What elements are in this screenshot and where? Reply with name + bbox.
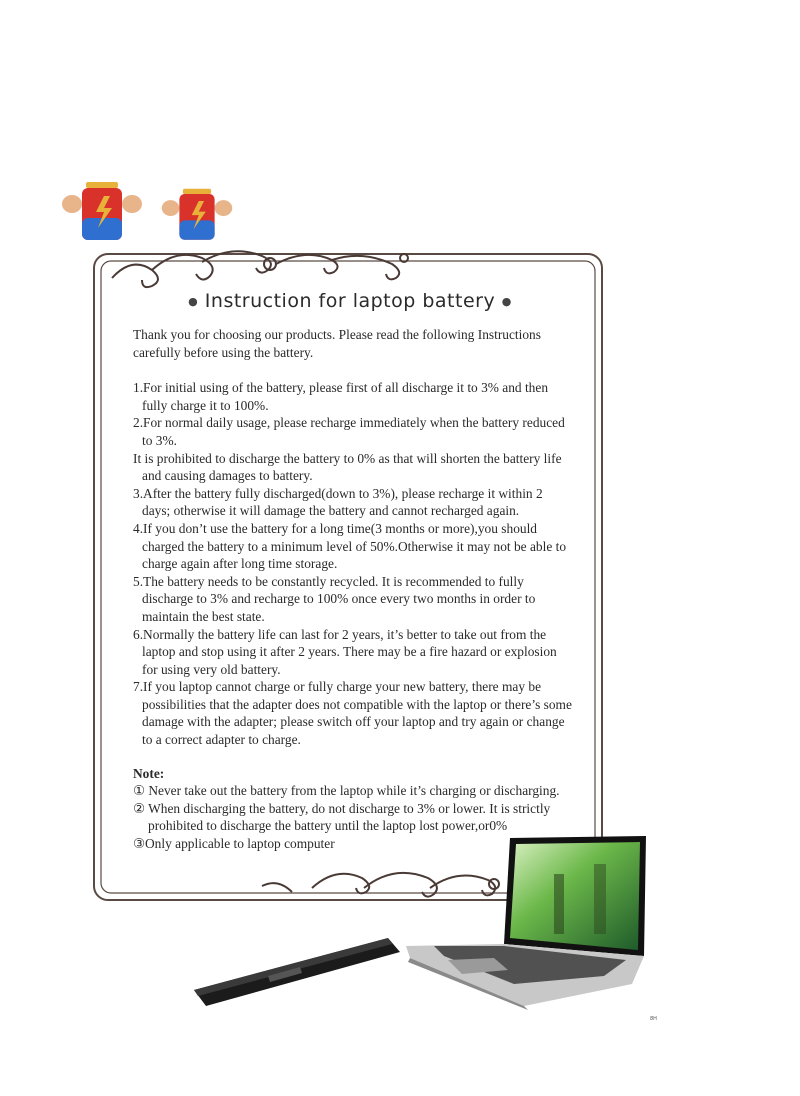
top-scroll-ornament <box>112 251 408 287</box>
instruction-item: 1.For initial using of the battery, please first of all discharge it to 3% and then fully charge it to 100%. <box>133 380 549 413</box>
instruction-item: 2.For normal daily usage, please recharge immediately when the battery reduced to 3%. <box>133 415 565 448</box>
title-text: Instruction for laptop battery <box>204 290 496 312</box>
instruction-body <box>133 326 573 853</box>
note-heading: Note: <box>133 765 165 781</box>
document-title <box>150 290 550 312</box>
instruction-item: 7.If you laptop cannot charge or fully charge your new battery, there may be possibilities that the adapter does not compatible with the laptop or there’s some damage with the adapter; please switch off your laptop and try again or change to a correct adapter to charge. <box>133 679 572 748</box>
note-item: ② When discharging the battery, do not discharge to 3% or lower. It is strictly prohibited to discharge the battery until the laptop lost power,or0% <box>133 800 551 834</box>
instruction-item: It is prohibited to discharge the battery to 0% as that will shorten the battery life and causing damages to battery. <box>133 450 562 484</box>
title-ornament-left: ● <box>188 295 199 308</box>
instruction-item: 4.If you don’t use the battery for a long time(3 months or more),you should charged the battery to a minimum level of 50%.Otherwise it may not be able to charge again after long time storage. <box>133 520 567 572</box>
battery-mascot-icon <box>60 178 144 248</box>
battery-mascot-icon <box>160 184 234 248</box>
title-ornament-right: ● <box>501 295 512 308</box>
intro-paragraph: Thank you for choosing our products. Please read the following Instructions carefully before using the battery. <box>133 327 541 360</box>
instruction-item: 6.Normally the battery life can last for 2 years, it’s better to take out from the laptop and stop using it after 2 years. There may be a fire hazard or explosion for using very old battery. <box>133 626 557 677</box>
laptop-battery-icon <box>188 930 408 1010</box>
note-item: ③Only applicable to laptop computer <box>133 836 335 852</box>
note-item: ① Never take out the battery from the laptop while it’s charging or discharging. <box>133 783 560 799</box>
instruction-item: 3.After the battery fully discharged(down to 3%), please recharge it within 2 days; otherwise it will damage the battery and cannot recharged again. <box>133 485 543 519</box>
footer-mark: 8H <box>650 1016 657 1022</box>
instruction-item: 5.The battery needs to be constantly recycled. It is recommended to fully discharge to 3% and recharge to 100% once every two months in order to maintain the best state. <box>133 573 536 624</box>
laptop-icon <box>404 834 650 1010</box>
